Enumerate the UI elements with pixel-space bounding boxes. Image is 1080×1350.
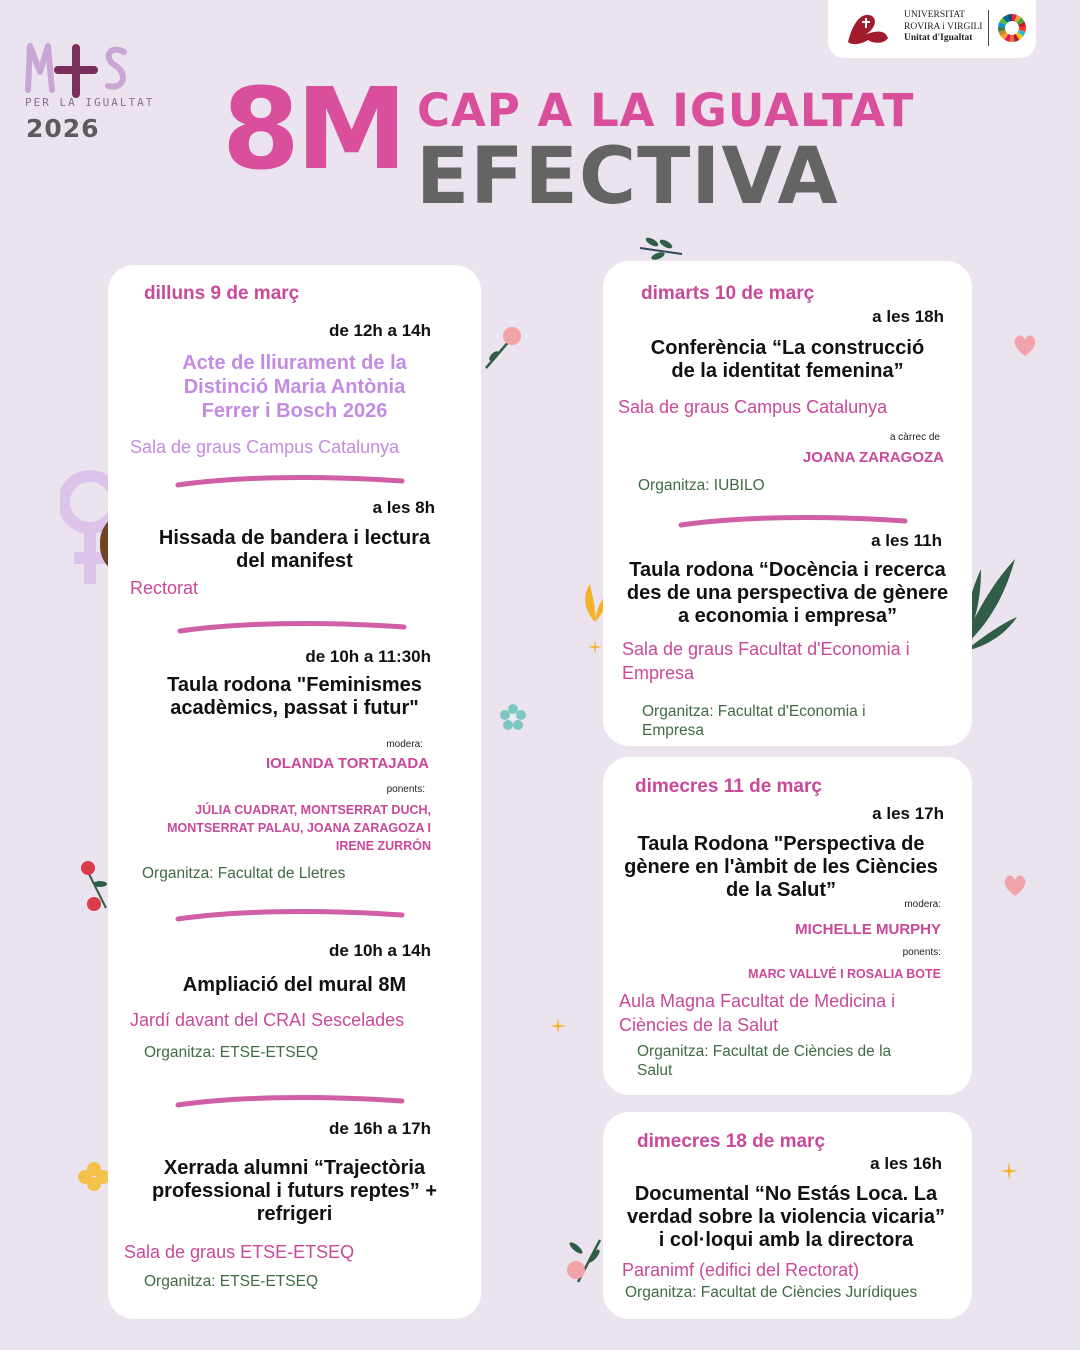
event-title: Acte de lliurament de la Distinció Maria Antònia Ferrer i Bosch 2026 <box>182 352 407 422</box>
event-place: Sala de graus Campus Catalunya <box>130 437 400 457</box>
moderator-label: modera: <box>904 899 941 910</box>
event-time: a les 16h <box>870 1154 942 1173</box>
event-time: de 10h a 11:30h <box>305 647 431 666</box>
yellow-flower-icon <box>78 1162 110 1192</box>
event-time: de 12h a 14h <box>328 321 431 340</box>
event-organizer: Organitza: IUBILO <box>638 477 765 494</box>
speakers-label: ponents: <box>386 784 425 795</box>
tulip-icon <box>480 322 524 372</box>
pink-flower-sprig-icon <box>560 1230 608 1285</box>
speakers-label: ponents: <box>902 947 941 958</box>
event-place: Paranimf (edifici del Rectorat) <box>622 1260 860 1280</box>
speakers-names: JÚLIA CUADRAT, MONTSERRAT DUCH, MONTSERRAT PALAU, JOANA ZARAGOZA I IRENE ZURRÓN <box>167 803 431 853</box>
event-title: Ampliació del mural 8M <box>182 974 407 996</box>
title-line-1: CAP A LA IGUALTAT <box>417 84 915 137</box>
event-title: Taula Rodona "Perspectiva de gènere en l'àmbit de les Ciències de la Salut” <box>624 833 938 901</box>
event-place: Sala de graus Campus Catalunya <box>618 397 888 417</box>
heart-flower-icon <box>1000 870 1030 898</box>
moderator-label: modera: <box>386 739 423 750</box>
event-organizer: Organitza: Facultat d'Economia i Empresa <box>642 703 866 739</box>
title-8m: 8M <box>222 65 404 195</box>
event-organizer: Organitza: ETSE-ETSEQ <box>144 1273 318 1290</box>
event-time: de 10h a 14h <box>328 941 431 960</box>
event-time: a les 8h <box>372 498 435 517</box>
urv-emblem-icon <box>844 8 892 48</box>
event-title: Conferència “La construcció de la identitat femenina” <box>650 337 925 382</box>
event-time: de 16h a 17h <box>328 1119 431 1138</box>
event-title: Taula rodona “Docència i recerca des de una perspectiva de gènere a economia i empresa” <box>626 559 949 627</box>
event-organizer: Organitza: Facultat de Ciències Jurídiques <box>625 1284 918 1301</box>
moderator-name: MICHELLE MURPHY <box>795 921 941 938</box>
pink-divider-wave <box>174 471 406 489</box>
moderator-name: IOLANDA TORTAJADA <box>265 755 429 772</box>
pink-divider-wave <box>174 905 406 923</box>
event-organizer: Organitza: ETSE-ETSEQ <box>144 1044 318 1061</box>
logo-year: 2026 <box>26 114 100 143</box>
speaker-label: a càrrec de <box>889 432 940 443</box>
university-name: UNIVERSITAT ROVIRA i VIRGILI Unitat d'Igualtat <box>904 10 983 43</box>
logo-subtitle: PER LA IGUALTAT <box>25 96 155 109</box>
card-monday <box>108 265 481 1319</box>
event-time: a les 17h <box>872 804 944 823</box>
heart-flower-icon <box>1010 330 1040 358</box>
speakers-names: MARC VALLVÉ I ROSALIA BOTE <box>748 967 941 981</box>
pink-divider-wave <box>176 617 408 635</box>
sparkle-icon <box>588 640 602 654</box>
event-place: Sala de graus ETSE-ETSEQ <box>124 1242 355 1262</box>
sparkle-icon <box>550 1018 566 1034</box>
event-time: a les 11h <box>871 531 942 550</box>
event-place: Sala de graus Facultat d'Economia i Empresa <box>622 639 910 683</box>
event-organizer: Organitza: Facultat de Lletres <box>142 865 346 882</box>
event-organizer: Organitza: Facultat de Ciències de la Salut <box>637 1043 892 1079</box>
pink-divider-wave <box>174 1091 406 1109</box>
event-place: Rectorat <box>130 578 199 598</box>
card-day-label: dimecres 11 de març <box>635 776 822 797</box>
logo-divider <box>988 10 989 46</box>
card-day-label: dimecres 18 de març <box>637 1131 826 1152</box>
sparkle-icon <box>1000 1162 1018 1180</box>
card-wednesday-18 <box>603 1112 972 1319</box>
sdg-wheel-icon <box>997 13 1027 43</box>
event-place: Jardí davant del CRAI Sescelades <box>130 1010 405 1030</box>
card-day-label: dimarts 10 de març <box>641 283 815 304</box>
title-line-2: EFECTIVA <box>416 132 839 222</box>
leaf-sprig-icon <box>636 234 686 264</box>
card-wednesday-11 <box>603 757 972 1095</box>
event-place: Aula Magna Facultat de Medicina i Ciències de la Salut <box>619 991 896 1035</box>
pink-divider-wave <box>677 511 909 529</box>
event-time: a les 18h <box>872 307 944 326</box>
red-flowers-icon <box>78 858 112 914</box>
event-title: Taula rodona "Feminismes acadèmics, passat i futur" <box>167 674 422 719</box>
card-tuesday <box>603 261 972 746</box>
card-day-label: dilluns 9 de març <box>144 283 300 304</box>
teal-flower-icon <box>500 704 526 730</box>
event-title: Xerrada alumni “Trajectòria professional i futurs reptes” + refrigeri <box>151 1157 438 1225</box>
speaker-name: JOANA ZARAGOZA <box>802 449 944 466</box>
event-title: Documental “No Estás Loca. La verdad sobre la violencia vicaria” i col·loqui amb la directora <box>627 1183 945 1251</box>
event-title: Hissada de bandera i lectura del manifest <box>158 527 431 572</box>
